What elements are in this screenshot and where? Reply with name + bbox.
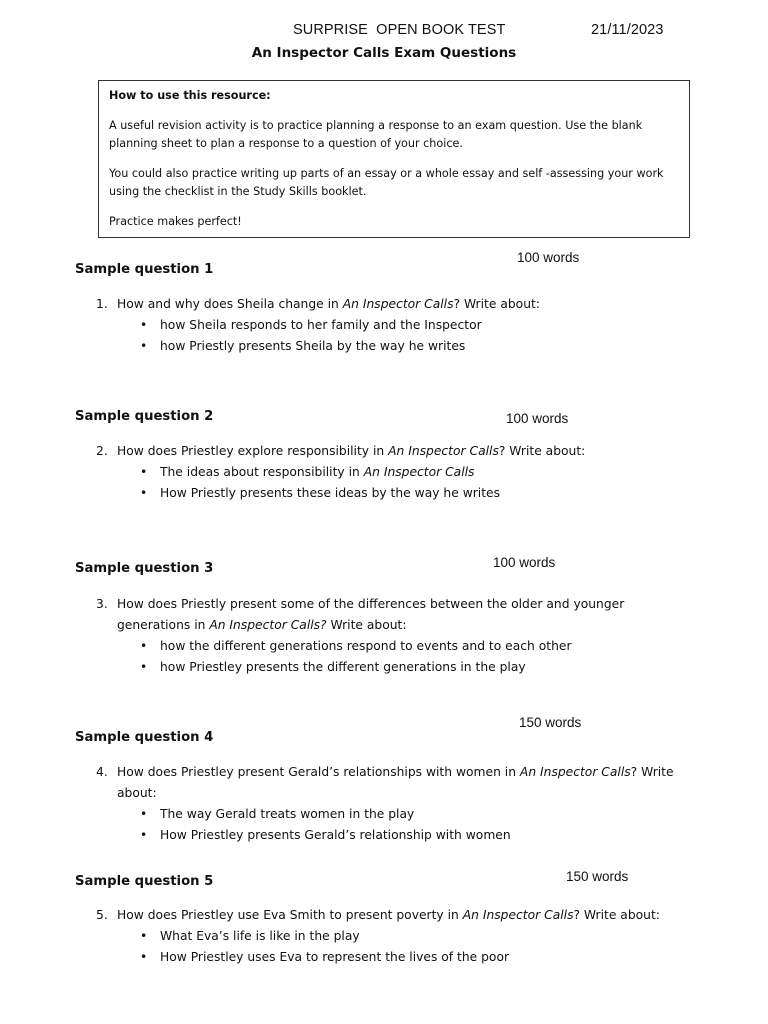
- sample-question-2-heading: Sample question 2: [75, 409, 214, 424]
- test-date: 21/11/2023: [591, 22, 664, 38]
- question-5-prompt: [96, 905, 696, 926]
- question-1-prompt: [96, 294, 696, 315]
- question-2-number: 2.: [96, 444, 108, 458]
- question-5-bullets: [96, 926, 696, 968]
- bullet-item: • How Priestley presents Gerald’s relationship with women: [140, 825, 696, 846]
- question-2-title: An Inspector Calls: [388, 444, 499, 458]
- question-2-text-b: ? Write about:: [498, 444, 586, 458]
- question-5: [96, 905, 696, 968]
- sample-question-3-heading: Sample question 3: [75, 561, 214, 576]
- question-2: [96, 441, 696, 504]
- resource-info-box: [98, 80, 690, 238]
- question-1: [96, 294, 696, 357]
- resource-paragraph-1: A useful revision activity is to practice planning a response to an exam question. Use the blank planning sheet to plan a response to a question of your choice.: [109, 119, 643, 150]
- question-2-bullets: [96, 462, 696, 504]
- question-3-text-a: How does Priestly present some of the differences between the older and younger generations in: [117, 597, 625, 632]
- test-title: SURPRISE OPEN BOOK TEST: [293, 22, 506, 38]
- question-3-text-b: Write about:: [326, 618, 407, 632]
- question-5-text-a: How does Priestley use Eva Smith to present poverty in: [117, 908, 463, 922]
- document-subtitle: [0, 45, 768, 61]
- question-5-number: 5.: [96, 908, 108, 922]
- question-1-text-a: How and why does Sheila change in: [117, 297, 343, 311]
- question-5-title: An Inspector Calls: [462, 908, 574, 922]
- bullet-item: • how Sheila responds to her family and the Inspector: [140, 315, 696, 336]
- question-1-bullets: [96, 315, 696, 357]
- question-1-text-b: ? Write about:: [453, 297, 540, 311]
- question-3: [96, 594, 696, 678]
- question-4-number: 4.: [96, 765, 108, 779]
- sample-question-1-heading: Sample question 1: [75, 262, 214, 277]
- bullet-item: • How Priestly presents these ideas by the way he writes: [140, 483, 696, 504]
- sample-question-5-heading: Sample question 5: [75, 874, 214, 889]
- bullet-item: • How Priestley uses Eva to represent the lives of the poor: [140, 947, 696, 968]
- question-4-prompt: [96, 762, 696, 804]
- subtitle-text: An Inspector Calls Exam Questions: [251, 45, 517, 61]
- bullet-item: • What Eva’s life is like in the play: [140, 926, 696, 947]
- question-4-title: An Inspector Calls: [519, 765, 631, 779]
- question-2-prompt: [96, 441, 696, 462]
- bullet-item: • The ideas about responsibility in An Inspector Calls: [140, 462, 696, 483]
- sample-question-4-heading: Sample question 4: [75, 730, 214, 745]
- question-3-bullets: [96, 636, 696, 678]
- question-4: [96, 762, 696, 846]
- question-4-bullets: [96, 804, 696, 846]
- resource-paragraph-2: You could also practice writing up parts of an essay or a whole essay and self -assessing your work using the checklist in the Study Skills booklet.: [109, 167, 664, 198]
- question-1-title: An Inspector Calls: [342, 297, 454, 311]
- word-count-4: 150 words: [519, 715, 582, 730]
- question-3-prompt: [96, 594, 696, 636]
- question-1-number: 1.: [96, 297, 108, 311]
- question-4-text-b: ? Write about:: [117, 765, 674, 800]
- bullet-item: • The way Gerald treats women in the play: [140, 804, 696, 825]
- question-3-number: 3.: [96, 597, 108, 611]
- resource-paragraph-3: Practice makes perfect!: [109, 215, 242, 228]
- word-count-3: 100 words: [493, 555, 556, 570]
- question-4-text-a: How does Priestley present Gerald’s relationships with women in: [117, 765, 520, 779]
- question-3-title: An Inspector Calls?: [209, 618, 327, 632]
- bullet-item: • how Priestley presents the different generations in the play: [140, 657, 696, 678]
- question-5-text-b: ? Write about:: [573, 908, 660, 922]
- word-count-5: 150 words: [566, 869, 629, 884]
- question-2-text-a: How does Priestley explore responsibility in: [117, 444, 389, 458]
- resource-heading: How to use this resource:: [109, 89, 271, 102]
- word-count-2: 100 words: [506, 411, 569, 426]
- bullet-item: • how Priestly presents Sheila by the way he writes: [140, 336, 696, 357]
- word-count-1: 100 words: [517, 250, 580, 265]
- bullet-item: • how the different generations respond to events and to each other: [140, 636, 696, 657]
